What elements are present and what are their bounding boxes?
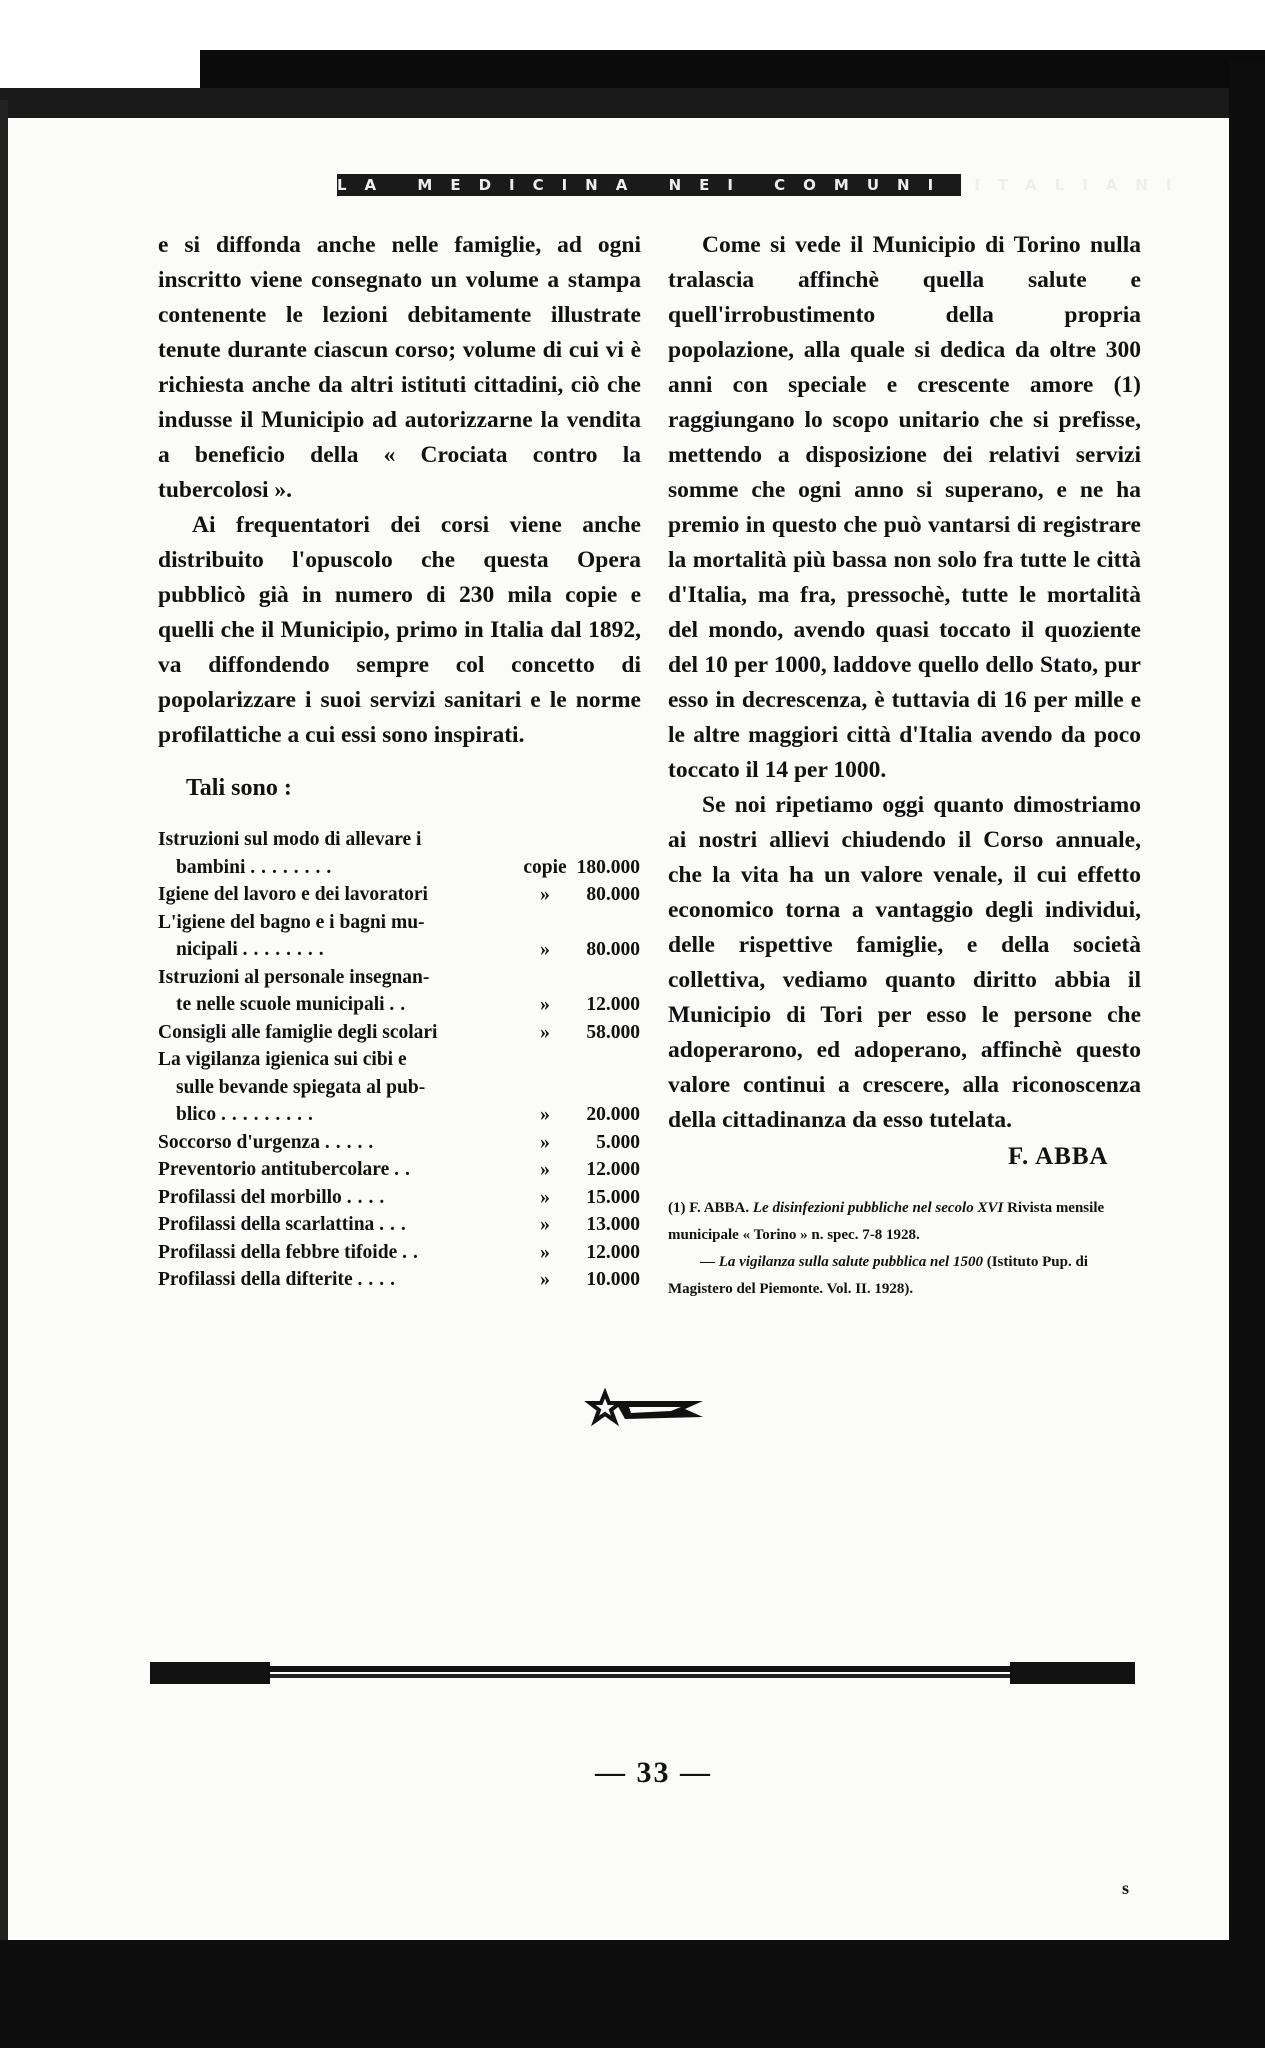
right-column — [668, 228, 1141, 1138]
list-item-unit: » — [540, 1159, 550, 1180]
list-item-unit: » — [540, 994, 550, 1015]
list-item-title: bambini — [176, 856, 246, 878]
list-item-unit: » — [540, 1186, 550, 1208]
footnote-2-dash: — — [700, 1254, 715, 1270]
star-ornament-icon — [585, 1385, 715, 1435]
footnote-2 — [668, 1249, 1141, 1303]
list-item-unit: » — [540, 1214, 550, 1235]
list-item-title: L'igiene del bagno e i bagni mu- — [158, 911, 425, 933]
list-intro: Tali sono : — [186, 775, 292, 801]
list-item: Soccorso d'urgenza ..... » 5.000 — [158, 1129, 640, 1157]
footnote-1-title: Le disinfezioni pubbliche nel secolo XVI — [752, 1200, 1004, 1216]
list-item: Profilassi della febbre tifoide .. » 12.000 — [158, 1239, 640, 1267]
list-item — [158, 1046, 640, 1074]
running-header: LA MEDICINA NEI COMUNI ITALIANI — [337, 176, 1190, 194]
list-item-title: blico — [176, 1104, 217, 1125]
footnotes — [668, 1195, 1141, 1303]
list-item: te nelle scuole municipali .. » 12.000 — [158, 991, 640, 1019]
list-item-quantity: 180.000 — [576, 856, 640, 878]
list-item-quantity: 80.000 — [586, 884, 640, 905]
list-item-title: sulle bevande spiegata al pub- — [176, 1076, 426, 1098]
list-item-title: Profilassi della febbre tifoide — [158, 1241, 398, 1263]
list-item-quantity: 80.000 — [586, 939, 640, 960]
list-item-title: te nelle scuole municipali — [176, 994, 385, 1015]
list-item — [158, 881, 640, 909]
author-signature: F. ABBA — [1008, 1143, 1109, 1170]
list-item-unit: copie — [523, 856, 567, 878]
list-item-quantity: 20.000 — [586, 1104, 640, 1125]
list-item-title: Soccorso d'urgenza — [158, 1131, 320, 1153]
list-item: bambini ........ copie 180.000 — [158, 854, 640, 882]
list-item-unit: » — [540, 939, 550, 960]
list-item — [158, 1074, 640, 1102]
left-column — [158, 228, 641, 753]
scan-border-left — [0, 100, 8, 2000]
list-item-title: Istruzioni al personale insegnan- — [158, 966, 430, 988]
list-item-quantity: 12.000 — [586, 1241, 640, 1263]
list-item-unit: » — [540, 884, 550, 905]
list-item-title: nicipali — [176, 939, 238, 960]
list-item — [158, 1019, 640, 1047]
list-item-quantity: 10.000 — [586, 1269, 640, 1290]
list-item — [158, 826, 640, 854]
list-item-title: Consigli alle famiglie degli scolari — [158, 1021, 438, 1043]
margin-mark: s — [1122, 1878, 1130, 1898]
list-item: Profilassi della difterite .... » 10.000 — [158, 1266, 640, 1294]
footnote-2-source: (Istituto Pup. di Magistero del Piemonte. Vol. II. 1928). — [668, 1254, 1088, 1297]
list-item-quantity: 13.000 — [586, 1214, 640, 1235]
list-item-quantity: 15.000 — [586, 1186, 640, 1208]
list-item-quantity: 58.000 — [586, 1021, 640, 1043]
list-item — [158, 964, 640, 992]
list-item: Preventorio antitubercolare .. » 12.000 — [158, 1156, 640, 1184]
decorative-rule — [150, 1662, 1135, 1684]
list-item-title: Profilassi della difterite — [158, 1269, 353, 1290]
list-item-title: Istruzioni sul modo di allevare i — [158, 829, 422, 850]
footnote-1 — [668, 1195, 1141, 1249]
list-item-quantity: 12.000 — [586, 1159, 640, 1180]
list-item-title: Profilassi del morbillo — [158, 1186, 342, 1208]
footnote-1-source: Rivista mensile municipale « Torino » n. spec. 7-8 1928. — [668, 1200, 1105, 1243]
right-paragraph-2: Se noi ripetiamo oggi quanto dimostriamo ai nostri allievi chiudendo il Corso annuale, che la vita ha un valore venale, il cui effetto economico torna a vantaggio degli individui, delle rispettive famiglie, e della società collettiva, vediamo quanto diritto abbia il Municipio di Tori per esso le persone che adoperarono, ed adoperano, affinchè questo valore continui a crescere, alla riconoscenza della cittadinanza da esso tutelata. — [668, 792, 1141, 1133]
list-item-quantity: 5.000 — [596, 1131, 640, 1153]
list-item: blico ......... » 20.000 — [158, 1101, 640, 1129]
list-item-quantity: 12.000 — [586, 994, 640, 1015]
list-item-unit: » — [540, 1241, 550, 1263]
list-item-unit: » — [540, 1021, 550, 1043]
list-item-title: La vigilanza igienica sui cibi e — [158, 1049, 407, 1070]
list-item — [158, 909, 640, 937]
list-item-title: Preventorio antitubercolare — [158, 1159, 390, 1180]
scan-border-right — [1229, 60, 1265, 2048]
list-item-title: Profilassi della scarlattina — [158, 1214, 375, 1235]
list-item: nicipali ........ » 80.000 — [158, 936, 640, 964]
scan-border-bottom — [0, 1940, 1265, 2048]
list-item-unit: » — [540, 1131, 550, 1153]
list-item-title: Igiene del lavoro e dei lavoratori — [158, 884, 428, 905]
list-item-unit: » — [540, 1269, 550, 1290]
page-number: — 33 — — [595, 1756, 712, 1789]
footnote-2-title: La vigilanza sulla salute pubblica nel 1500 — [718, 1254, 983, 1270]
left-paragraph-1: e si diffonda anche nelle famiglie, ad ogni inscritto viene consegnato un volume a stampa contenente le lezioni debitamente illustrate tenute durante ciascun corso; volume di cui vi è richiesta anche da altri istituti cittadini, ciò che indusse il Municipio ad autorizzarne la vendita a beneficio della « Crociata contro la tubercolosi ». — [158, 232, 641, 503]
list-item: Profilassi del morbillo .... » 15.000 — [158, 1184, 640, 1212]
left-paragraph-2: Ai frequentatori dei corsi viene anche distribuito l'opuscolo che questa Opera pubblicò già in numero di 230 mila copie e quelli che il Municipio, primo in Italia dal 1892, va diffondendo sempre col concetto di popolarizzare i suoi servizi sanitari e le norme profilattiche a cui essi sono inspirati. — [158, 512, 641, 748]
list-item: Profilassi della scarlattina ... » 13.000 — [158, 1211, 640, 1239]
right-paragraph-1: Come si vede il Municipio di Torino nulla tralascia affinchè quella salute e quell'irrobustimento della propria popolazione, alla quale si dedica da oltre 300 anni con speciale e crescente amore (1) raggiungano lo scopo unitario che si prefisse, mettendo a disposizione dei relativi servizi somme che ogni anno si superano, e ne ha premio in questo che può vantarsi di registrare la mortalità più bassa non solo fra tutte le città d'Italia, ma fra, pressochè, tutte le mortalità del mondo, avendo quasi toccato il quoziente del 10 per 1000, laddove quello dello Stato, pur esso in decrescenza, è tuttavia di 16 per mille e le altre maggiori città d'Italia avendo da poco toccato il 14 per 1000. — [668, 232, 1141, 783]
footnote-1-author: (1) F. ABBA. — [668, 1200, 750, 1216]
publications-list — [158, 826, 640, 1294]
list-item-unit: » — [540, 1104, 550, 1125]
